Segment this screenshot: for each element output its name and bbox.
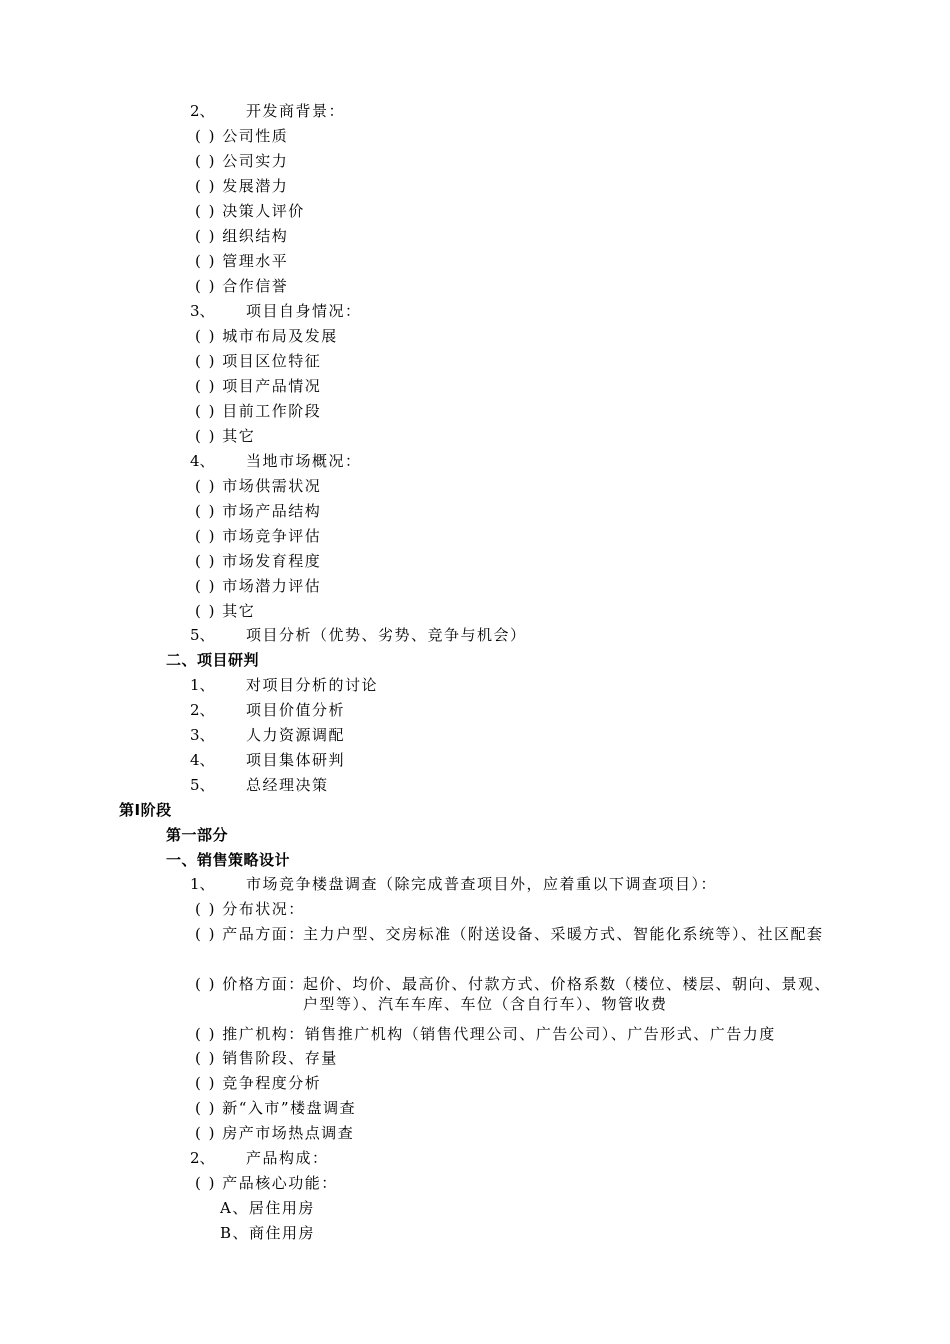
list-item: ( ) 产品核心功能： <box>195 1174 338 1192</box>
section-title: 项目自身情况： <box>246 302 362 320</box>
list-item: ( ) 项目产品情况 <box>195 377 322 395</box>
section-number: 3、 <box>190 302 215 320</box>
list-item: ( ) 决策人评价 <box>195 202 305 220</box>
item-number: 1、 <box>190 875 215 893</box>
list-item <box>190 775 329 795</box>
list-item: ( ) 市场发育程度 <box>195 552 322 570</box>
item-number: 3、 <box>190 726 215 744</box>
item-number: 5、 <box>190 776 215 794</box>
list-item: ( ) 发展潜力 <box>195 177 289 195</box>
list-item: ( ) 城市布局及发展 <box>195 327 338 345</box>
item-number: 2、 <box>190 1149 215 1167</box>
list-item: ( ) 组织结构 <box>195 227 289 245</box>
heading-part: 第一部分 <box>166 826 229 844</box>
item-text: 主力户型、交房标准（附送设备、采暖方式、智能化系统等）、社区配套 <box>303 925 824 943</box>
list-item: ( ) 其它 <box>195 602 256 620</box>
section-number: 5、 <box>190 626 215 644</box>
section-3-heading <box>190 301 362 321</box>
list-item: ( ) 推广机构：销售推广机构（销售代理公司、广告公司）、广告形式、广告力度 <box>195 1025 776 1043</box>
list-item: ( ) 其它 <box>195 427 256 445</box>
list-item: ( ) 房产市场热点调查 <box>195 1124 355 1142</box>
subsection-2-heading <box>190 1148 329 1168</box>
section-2-heading <box>190 101 345 121</box>
section-number: 4、 <box>190 452 215 470</box>
item-text: 项目价值分析 <box>246 701 346 719</box>
list-item: ( ) 项目区位特征 <box>195 352 322 370</box>
item-label: ( ) 产品方面： <box>195 925 305 943</box>
item-text: 总经理决策 <box>246 776 329 794</box>
list-item: ( ) 销售阶段、存量 <box>195 1049 338 1067</box>
section-title: 开发商背景： <box>246 102 346 120</box>
item-text: 起价、均价、最高价、付款方式、价格系数（楼位、楼层、朝向、景观、户型等）、汽车车库、车位（含自行车）、物管收费 <box>303 975 832 1013</box>
list-item: ( ) 目前工作阶段 <box>195 402 322 420</box>
subsection-1-heading <box>190 874 717 894</box>
list-item: ( ) 合作信誉 <box>195 277 289 295</box>
list-item: ( ) 公司实力 <box>195 152 289 170</box>
list-item <box>190 700 345 720</box>
section-number: 2、 <box>190 102 215 120</box>
sub-list-item: A、居住用房 <box>220 1199 315 1217</box>
item-number: 4、 <box>190 751 215 769</box>
list-item: ( ) 管理水平 <box>195 252 289 270</box>
list-item: ( ) 市场竞争评估 <box>195 527 322 545</box>
item-label: ( ) 价格方面： <box>195 975 305 993</box>
heading-phase: 第Ⅰ阶段 <box>119 801 172 819</box>
section-title: 当地市场概况： <box>246 452 362 470</box>
item-text: 项目集体研判 <box>246 751 346 769</box>
item-number: 1、 <box>190 676 215 694</box>
item-text: 对项目分析的讨论 <box>246 676 379 694</box>
heading-sales-strategy: 一、销售策略设计 <box>166 851 291 869</box>
section-title: 项目分析（优势、劣势、竞争与机会） <box>246 626 527 644</box>
list-item: ( ) 新“入市”楼盘调查 <box>195 1099 357 1117</box>
list-item: ( ) 市场潜力评估 <box>195 577 322 595</box>
item-text: 市场竞争楼盘调查（除完成普查项目外，应着重以下调查项目）： <box>246 875 718 893</box>
section-5-heading <box>190 625 527 645</box>
list-item: ( ) 竞争程度分析 <box>195 1074 322 1092</box>
list-item: ( ) 市场供需状况 <box>195 477 322 495</box>
section-4-heading <box>190 451 362 471</box>
item-text: 人力资源调配 <box>246 726 346 744</box>
list-item: ( ) 市场产品结构 <box>195 502 322 520</box>
list-item <box>190 675 378 695</box>
item-text: 产品构成： <box>246 1149 329 1167</box>
heading-project-judgment: 二、项目研判 <box>166 651 260 669</box>
list-item: ( ) 公司性质 <box>195 127 289 145</box>
item-number: 2、 <box>190 701 215 719</box>
list-item <box>190 750 345 770</box>
sub-list-item: B、商住用房 <box>220 1224 316 1242</box>
list-item: ( ) 分布状况： <box>195 900 305 918</box>
list-item <box>190 725 345 745</box>
